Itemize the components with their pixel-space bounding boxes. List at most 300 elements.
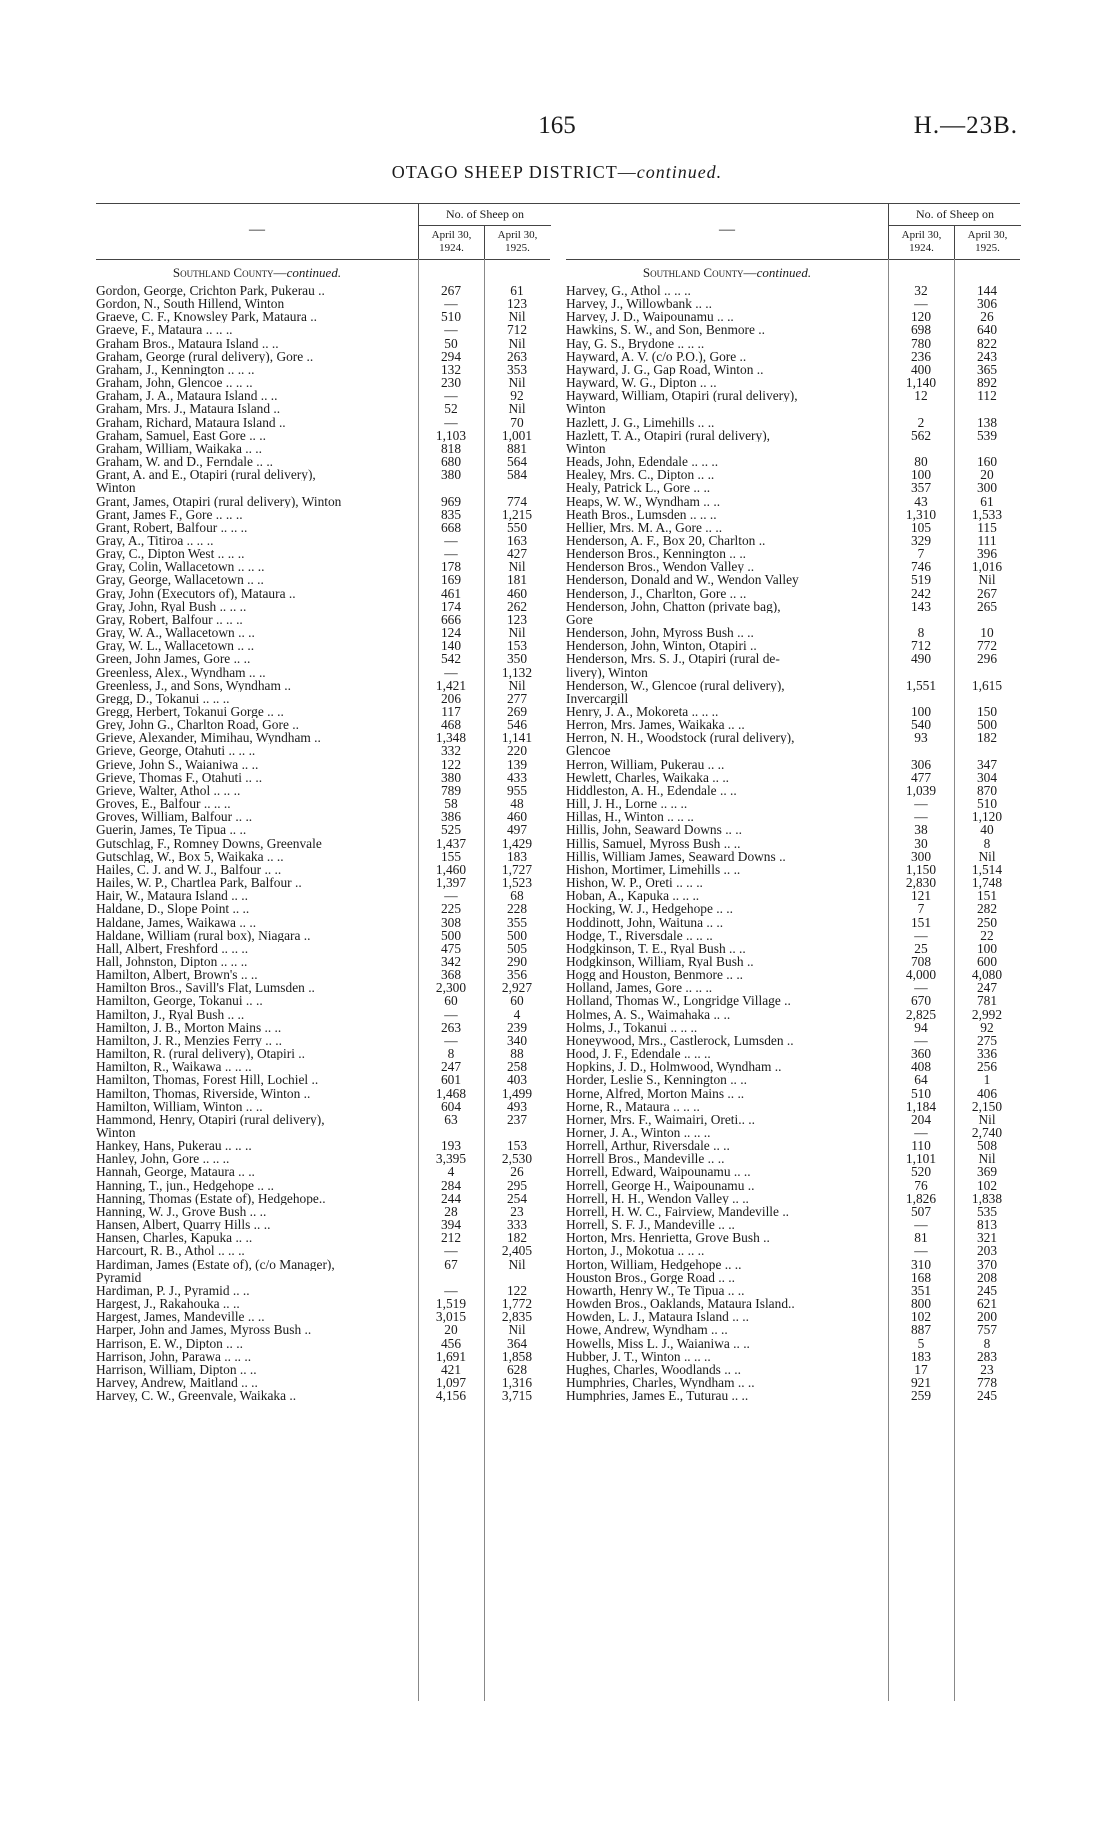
table-row: [96, 679, 550, 692]
owner-cell: Hishon, W. P., Oreti .. .. ..: [566, 876, 703, 890]
sheep-1924-cell: 1,421: [435, 677, 467, 693]
owner-cell: Hamilton, R. (rural delivery), Otapiri ..: [96, 1047, 305, 1061]
sheep-1924-cell: 394: [440, 1217, 462, 1233]
sheep-1924-cell: 259: [910, 1388, 932, 1404]
sheep-1925-cell: Nil: [508, 625, 526, 641]
table-row: [566, 863, 1020, 876]
owner-cell: Harvey, G., Athol .. .. ..: [566, 284, 691, 298]
sheep-1925-cell: Nil: [508, 677, 526, 693]
sheep-1924-cell: —: [914, 1243, 928, 1259]
sheep-1924-cell: 132: [440, 361, 462, 377]
table-row: [96, 1205, 550, 1218]
owner-cell: Hamilton, Thomas, Riverside, Winton ..: [96, 1086, 311, 1100]
left-table-header: [96, 203, 550, 260]
sheep-1924-cell: [888, 744, 954, 757]
sheep-count-group-header: No. of Sheep on: [418, 203, 551, 226]
table-row: [96, 889, 550, 902]
sheep-1925-cell: Nil: [978, 572, 996, 588]
table-row: [96, 731, 550, 744]
sheep-1925-cell: 181: [506, 572, 528, 588]
table-row: [566, 442, 1020, 455]
sheep-1924-cell: —: [444, 1032, 458, 1048]
sheep-1925-cell: 460: [506, 585, 528, 601]
owner-cell: Hayward, J. G., Gap Road, Winton ..: [566, 362, 764, 377]
table-row: [96, 1323, 550, 1336]
sheep-1924-cell: 169: [440, 572, 462, 588]
sheep-1924-cell: 1,184: [905, 1098, 937, 1114]
owner-cell: Healey, Mrs. C., Dipton .. ..: [566, 468, 715, 482]
table-row: [566, 508, 1020, 521]
sheep-1925-cell: Nil: [508, 1256, 526, 1272]
sheep-1925-cell: 8: [983, 1335, 991, 1351]
owner-cell: Gutschlag, W., Box 5, Waikaka .. ..: [96, 849, 284, 863]
sheep-1925-cell: 333: [506, 1217, 528, 1233]
sheep-1925-cell: 26: [980, 309, 994, 325]
sheep-1925-cell: 505: [506, 940, 528, 956]
table-row: [96, 863, 550, 876]
sheep-1925-cell: Nil: [508, 335, 526, 351]
sheep-1925-cell: 239: [506, 1019, 528, 1035]
table-row: [96, 560, 550, 573]
sheep-1924-cell: 542: [440, 651, 462, 667]
owner-cell: Horne, R., Mataura .. .. ..: [566, 1099, 700, 1113]
sheep-count-group-header: No. of Sheep on: [888, 203, 1021, 226]
table-row: [96, 652, 550, 665]
sheep-1924-cell: —: [914, 1217, 928, 1233]
table-row: [96, 981, 550, 994]
owner-cell: Groves, William, Balfour .. ..: [96, 810, 253, 824]
owner-cell: Gray, A., Titiroa .. .. ..: [96, 533, 214, 548]
table-row: [566, 1034, 1020, 1047]
owner-cell: Grieve, George, Otahuti .. .. ..: [96, 744, 256, 758]
sheep-1924-cell: 456: [440, 1335, 462, 1351]
table-row: [96, 455, 550, 468]
owner-cell: Gray, John, Ryal Bush .. .. ..: [96, 599, 247, 613]
sheep-1924-cell: —: [444, 664, 458, 680]
owner-cell: Henderson, A. F., Box 20, Charlton ..: [566, 533, 766, 548]
sheep-1925-cell: 115: [977, 519, 997, 535]
owner-cell: Pyramid: [96, 1270, 142, 1284]
sheep-1925-cell: 500: [506, 927, 528, 943]
sheep-1925-cell: 61: [510, 283, 524, 298]
sheep-1925-cell: 427: [506, 546, 528, 562]
owner-cell: Guerin, James, Te Tipua .. ..: [96, 823, 247, 837]
sheep-1924-cell: 225: [440, 901, 462, 917]
table-row: [96, 1100, 550, 1113]
sheep-1925-cell: 123: [506, 296, 528, 312]
table-row: [96, 837, 550, 850]
table-row: [96, 705, 550, 718]
sheep-1925-cell: 23: [510, 1203, 524, 1219]
sheep-1925-cell: 304: [976, 769, 998, 785]
owner-cell: Graham, George (rural delivery), Gore ..: [96, 349, 314, 363]
table-row: [96, 1258, 550, 1271]
owner-cell: Hocking, W. J., Hedgehope .. ..: [566, 902, 733, 916]
table-row: [566, 626, 1020, 639]
sheep-1925-cell: 1,772: [501, 1296, 533, 1312]
table-row: [96, 402, 550, 415]
sheep-1925-cell: 295: [506, 1177, 528, 1193]
sheep-1925-cell: 163: [506, 532, 528, 548]
sheep-1924-cell: —: [914, 980, 928, 996]
owner-cell: Haldane, D., Slope Point .. ..: [96, 902, 250, 916]
sheep-1924-cell: 386: [440, 809, 462, 825]
owner-cell: Harrison, E. W., Dipton .. ..: [96, 1336, 243, 1350]
sheep-1925-cell: 296: [976, 651, 998, 667]
sheep-1924-cell: 58: [444, 796, 458, 812]
sheep-1925-cell: 265: [976, 598, 998, 614]
owner-cell: Harrison, John, Parawa .. .. ..: [96, 1349, 252, 1363]
table-row: [96, 376, 550, 389]
owner-cell: Hamilton, Thomas, Forest Hill, Lochiel ..: [96, 1073, 319, 1087]
sheep-1924-cell: 206: [440, 690, 462, 706]
table-row: [96, 1389, 550, 1402]
sheep-1925-cell: 20: [980, 467, 994, 483]
sheep-1924-cell: 507: [910, 1203, 932, 1219]
owner-cell: Grey, John G., Charlton Road, Gore ..: [96, 718, 299, 732]
sheep-1925-cell: 144: [976, 283, 998, 298]
sheep-1925-cell: 1,141: [501, 730, 533, 746]
owner-cell: Graeve, C. F., Knowsley Park, Mataura ..: [96, 310, 317, 324]
table-row: [96, 1165, 550, 1178]
sheep-1924-cell: 140: [440, 638, 462, 654]
owner-cell: Hailes, C. J. and W. J., Balfour .. ..: [96, 862, 282, 877]
sheep-1925-cell: 1,499: [501, 1085, 533, 1101]
owner-cell: Hubber, J. T., Winton .. .. ..: [566, 1349, 711, 1363]
sheep-1924-cell: 5: [917, 1335, 925, 1351]
owner-cell: Harvey, J. D., Waipounamu .. ..: [566, 310, 734, 324]
table-row: [566, 1231, 1020, 1244]
right-table-rows: [566, 284, 1020, 1402]
owner-cell: Hayward, A. V. (c/o P.O.), Gore ..: [566, 349, 747, 363]
sheep-1924-cell: —: [444, 414, 458, 430]
sheep-1925-cell: 353: [506, 361, 528, 377]
table-row: [96, 1021, 550, 1034]
owner-cell: Hannah, George, Mataura .. ..: [96, 1165, 255, 1179]
heading-main: OTAGO SHEEP DISTRICT—: [391, 162, 637, 182]
sheep-1924-cell: 183: [910, 1348, 932, 1364]
table-row: [566, 1218, 1020, 1231]
table-row: [566, 1337, 1020, 1350]
sheep-1924-cell: —: [444, 388, 458, 404]
sheep-1925-cell: 290: [506, 953, 528, 969]
table-row: [566, 823, 1020, 836]
sheep-1925-cell: 892: [976, 375, 998, 391]
table-row: [566, 1073, 1020, 1086]
table-row: [96, 613, 550, 626]
owner-cell: Horrell, Edward, Waipounamu .. ..: [566, 1165, 751, 1179]
table-row: [566, 1060, 1020, 1073]
sheep-1924-cell: 666: [440, 611, 462, 627]
sheep-1924-cell: 835: [440, 506, 462, 522]
heading-continued: continued.: [636, 162, 723, 182]
sheep-1925-cell: 1,215: [501, 506, 533, 522]
sheep-1925-cell: 220: [506, 743, 528, 759]
table-row: [566, 666, 1020, 679]
sheep-1924-cell: 60: [444, 993, 458, 1009]
owner-cell: Howden, L. J., Mataura Island .. ..: [566, 1310, 749, 1324]
sheep-1924-cell: 1,101: [905, 1151, 937, 1167]
owner-cell: Henderson, Donald and W., Wendon Valley: [566, 573, 799, 587]
table-row: [96, 1139, 550, 1152]
table-row: [96, 1231, 550, 1244]
sheep-1924-cell: 780: [910, 335, 932, 351]
sheep-1924-cell: 1,551: [905, 677, 937, 693]
table-row: [96, 1087, 550, 1100]
owner-cell: Hair, W., Mataura Island .. ..: [96, 889, 248, 903]
sheep-1925-cell: [954, 666, 1020, 679]
table-row: [96, 876, 550, 889]
table-row: [566, 284, 1020, 297]
table-row: [96, 1034, 550, 1047]
sheep-1924-cell: 357: [910, 480, 932, 496]
table-row: [566, 1100, 1020, 1113]
sheep-1925-cell: 774: [506, 493, 528, 509]
table-row: [96, 823, 550, 836]
sheep-1925-cell: 88: [510, 1046, 524, 1062]
table-row: [96, 1271, 550, 1284]
sheep-1924-cell: 310: [910, 1256, 932, 1272]
owner-cell: Gray, Robert, Balfour .. .. ..: [96, 612, 243, 627]
table-row: [96, 284, 550, 297]
owner-cell: Hanning, W. J., Grove Bush .. ..: [96, 1204, 267, 1219]
sheep-1925-cell: 350: [506, 651, 528, 667]
sheep-1925-cell: 182: [976, 730, 998, 746]
sheep-1925-cell: 2,405: [501, 1243, 533, 1259]
owner-cell: Howden Bros., Oaklands, Mataura Island..: [566, 1297, 795, 1311]
table-row: [96, 1244, 550, 1257]
left-table-rows: [96, 284, 550, 1402]
left-table: [96, 203, 550, 1701]
owner-cell: Houston Bros., Gorge Road .. ..: [566, 1270, 735, 1284]
table-row: [96, 955, 550, 968]
sheep-1924-cell: 4: [447, 1164, 455, 1180]
sheep-1925-cell: 539: [976, 427, 998, 443]
sheep-1925-cell: 203: [976, 1243, 998, 1259]
owner-cell: Hanning, Thomas (Estate of), Hedgehope..: [96, 1191, 326, 1205]
owner-cell: Hayward, William, Otapiri (rural delivery),: [566, 389, 798, 403]
sheep-1924-cell: 43: [914, 493, 928, 509]
owner-cell: Horton, J., Mokotua .. .. ..: [566, 1244, 705, 1258]
table-row: [566, 1389, 1020, 1402]
table-row: [96, 1376, 550, 1389]
table-row: [566, 692, 1020, 705]
sheep-1925-cell: 2,530: [501, 1151, 533, 1167]
owner-cell: Hammond, Henry, Otapiri (rural delivery),: [96, 1112, 325, 1126]
sheep-1925-cell: [484, 1271, 550, 1284]
sheep-1925-cell: 300: [976, 480, 998, 496]
table-row: [566, 1376, 1020, 1389]
right-table: [566, 203, 1020, 1701]
table-row: [566, 468, 1020, 481]
table-row: [96, 1284, 550, 1297]
sheep-1925-cell: 122: [506, 1282, 528, 1298]
sheep-1925-cell: 369: [976, 1164, 998, 1180]
sheep-1924-cell: 500: [440, 927, 462, 943]
sheep-1924-cell: 562: [910, 427, 932, 443]
sheep-1924-cell: 746: [910, 559, 932, 575]
sheep-1924-cell: 117: [441, 704, 461, 719]
sheep-1925-cell: [954, 402, 1020, 415]
sheep-1925-cell: 1,120: [971, 809, 1003, 825]
owner-cell: Harvey, Andrew, Maitland .. ..: [96, 1375, 258, 1390]
sheep-1924-cell: 360: [910, 1046, 932, 1062]
sheep-1925-cell: 4,080: [971, 967, 1003, 983]
sheep-1925-cell: 102: [976, 1177, 998, 1193]
table-row: [566, 1021, 1020, 1034]
owner-cell: Hankey, Hans, Pukerau .. .. ..: [96, 1139, 252, 1153]
sheep-1925-cell: [954, 744, 1020, 757]
sheep-1924-cell: 668: [440, 519, 462, 535]
sheep-1924-cell: 2,300: [435, 980, 467, 996]
owner-cell: Grant, Robert, Balfour .. .. ..: [96, 520, 248, 534]
sheep-1924-cell: 490: [910, 651, 932, 667]
sheep-1925-cell: 26: [510, 1164, 524, 1180]
sheep-1925-cell: 778: [976, 1374, 998, 1390]
owner-cell: Grant, James, Otapiri (rural delivery), Winton: [96, 494, 342, 508]
sheep-1924-cell: 921: [910, 1374, 932, 1390]
table-row: [566, 1284, 1020, 1297]
sheep-1924-cell: 969: [440, 493, 462, 509]
sheep-1925-cell: 92: [980, 1019, 994, 1035]
table-row: [566, 955, 1020, 968]
sheep-1925-cell: 208: [976, 1269, 998, 1285]
table-row: [96, 350, 550, 363]
owner-cell: Grant, James F., Gore .. .. ..: [96, 507, 243, 521]
sheep-1924-cell: 520: [910, 1164, 932, 1180]
sheep-1925-cell: 60: [510, 993, 524, 1009]
report-reference: H.—23B.: [913, 112, 1018, 139]
sheep-1924-cell: 20: [444, 1322, 458, 1338]
sheep-1925-cell: 813: [976, 1217, 998, 1233]
table-row: [566, 416, 1020, 429]
sheep-1924-cell: 204: [910, 1111, 932, 1127]
table-row: [96, 968, 550, 981]
sheep-1924-cell: 1,397: [435, 875, 467, 891]
sheep-1924-cell: 17: [914, 1361, 928, 1377]
table-row: [96, 429, 550, 442]
table-row: [96, 534, 550, 547]
owner-cell: Hansen, Charles, Kapuka .. ..: [96, 1231, 253, 1245]
sheep-1924-cell: —: [444, 1006, 458, 1022]
table-row: [96, 587, 550, 600]
sheep-1925-cell: 68: [510, 888, 524, 904]
owner-cell: Horrell Bros., Mandeville .. ..: [566, 1152, 725, 1166]
sheep-1924-cell: —: [444, 546, 458, 562]
table-row: [566, 402, 1020, 415]
table-row: [566, 1258, 1020, 1271]
sheep-1925-cell: 112: [977, 388, 997, 404]
table-row: [566, 718, 1020, 731]
sheep-1925-cell: 584: [506, 467, 528, 483]
table-row: [566, 1165, 1020, 1178]
sheep-1924-cell: 94: [914, 1019, 928, 1035]
sheep-1925-cell: 160: [976, 454, 998, 470]
owner-cell: Horton, William, Hedgehope .. ..: [566, 1257, 742, 1271]
table-row: [566, 850, 1020, 863]
owner-cell: Hillis, Samuel, Myross Bush .. ..: [566, 836, 741, 850]
sheep-1925-cell: Nil: [978, 1151, 996, 1167]
sheep-1924-cell: —: [444, 296, 458, 312]
table-row: [566, 1113, 1020, 1126]
sheep-1924-cell: 1,039: [905, 782, 937, 798]
sheep-1925-cell: 306: [976, 296, 998, 312]
sheep-1924-cell: 2,825: [905, 1006, 937, 1022]
table-row: [566, 916, 1020, 929]
table-row: [566, 547, 1020, 560]
sheep-1925-cell: 406: [976, 1085, 998, 1101]
sheep-1924-cell: [418, 481, 484, 494]
table-row: [566, 1244, 1020, 1257]
owner-cell: Hall, Johnston, Dipton .. .. ..: [96, 954, 248, 969]
table-row: [96, 1008, 550, 1021]
owner-cell: Gutschlag, F., Romney Downs, Greenvale: [96, 836, 322, 850]
table-row: [566, 981, 1020, 994]
sheep-1924-cell: 122: [440, 756, 462, 772]
sheep-1925-cell: 757: [976, 1322, 998, 1338]
year-1924-header: April 30, 1924.: [418, 226, 484, 259]
owner-cell: Harcourt, R. B., Athol .. .. ..: [96, 1244, 245, 1258]
table-row: [96, 758, 550, 771]
table-row: [566, 363, 1020, 376]
sheep-1924-cell: 329: [910, 532, 932, 548]
table-row: [96, 666, 550, 679]
owner-cell: Howarth, Henry W., Te Tipua .. ..: [566, 1283, 745, 1298]
sheep-1925-cell: 321: [976, 1230, 998, 1246]
table-row: [96, 323, 550, 336]
table-row: [566, 600, 1020, 613]
name-column-header: —: [249, 221, 265, 238]
sheep-1925-cell: 23: [980, 1361, 994, 1377]
year-1925-header: April 30, 1925.: [484, 226, 550, 259]
table-row: [566, 652, 1020, 665]
table-row: [566, 323, 1020, 336]
sheep-1924-cell: 3,015: [435, 1309, 467, 1325]
owner-cell: Henderson, Mrs. S. J., Otapiri (rural de-: [566, 652, 780, 666]
table-row: [566, 1126, 1020, 1139]
sheep-1924-cell: 267: [440, 283, 462, 298]
sheep-1925-cell: 365: [976, 361, 998, 377]
table-row: [566, 1323, 1020, 1336]
sheep-1925-cell: 10: [980, 625, 994, 641]
sheep-1924-cell: 510: [910, 1085, 932, 1101]
sheep-1925-cell: 243: [976, 348, 998, 364]
sheep-1924-cell: 174: [440, 598, 462, 614]
owner-cell: Graham, John, Glencoe .. .. ..: [96, 376, 253, 390]
table-row: [566, 968, 1020, 981]
sheep-1925-cell: 182: [506, 1230, 528, 1246]
owner-cell: Hillis, William James, Seaward Downs ..: [566, 849, 786, 863]
sheep-1924-cell: —: [444, 1282, 458, 1298]
table-row: [96, 495, 550, 508]
sheep-1925-cell: 508: [976, 1138, 998, 1154]
sheep-1924-cell: 789: [440, 782, 462, 798]
sheep-1924-cell: 121: [910, 888, 932, 904]
owner-cell: Holmes, A. S., Waimahaka .. ..: [566, 1007, 731, 1021]
sheep-1925-cell: 200: [976, 1309, 998, 1325]
table-row: [96, 508, 550, 521]
table-row: [566, 929, 1020, 942]
sheep-1925-cell: 1,748: [971, 875, 1003, 891]
owner-cell: Hodgkinson, William, Ryal Bush ..: [566, 954, 754, 969]
sheep-1925-cell: 493: [506, 1098, 528, 1114]
sheep-1924-cell: 1,437: [435, 835, 467, 851]
owner-cell: Hodge, T., Riversdale .. .. ..: [566, 928, 713, 942]
table-row: [96, 1363, 550, 1376]
table-row: [566, 534, 1020, 547]
sheep-1925-cell: 600: [976, 953, 998, 969]
owner-cell: Hansen, Albert, Quarry Hills .. ..: [96, 1218, 271, 1232]
